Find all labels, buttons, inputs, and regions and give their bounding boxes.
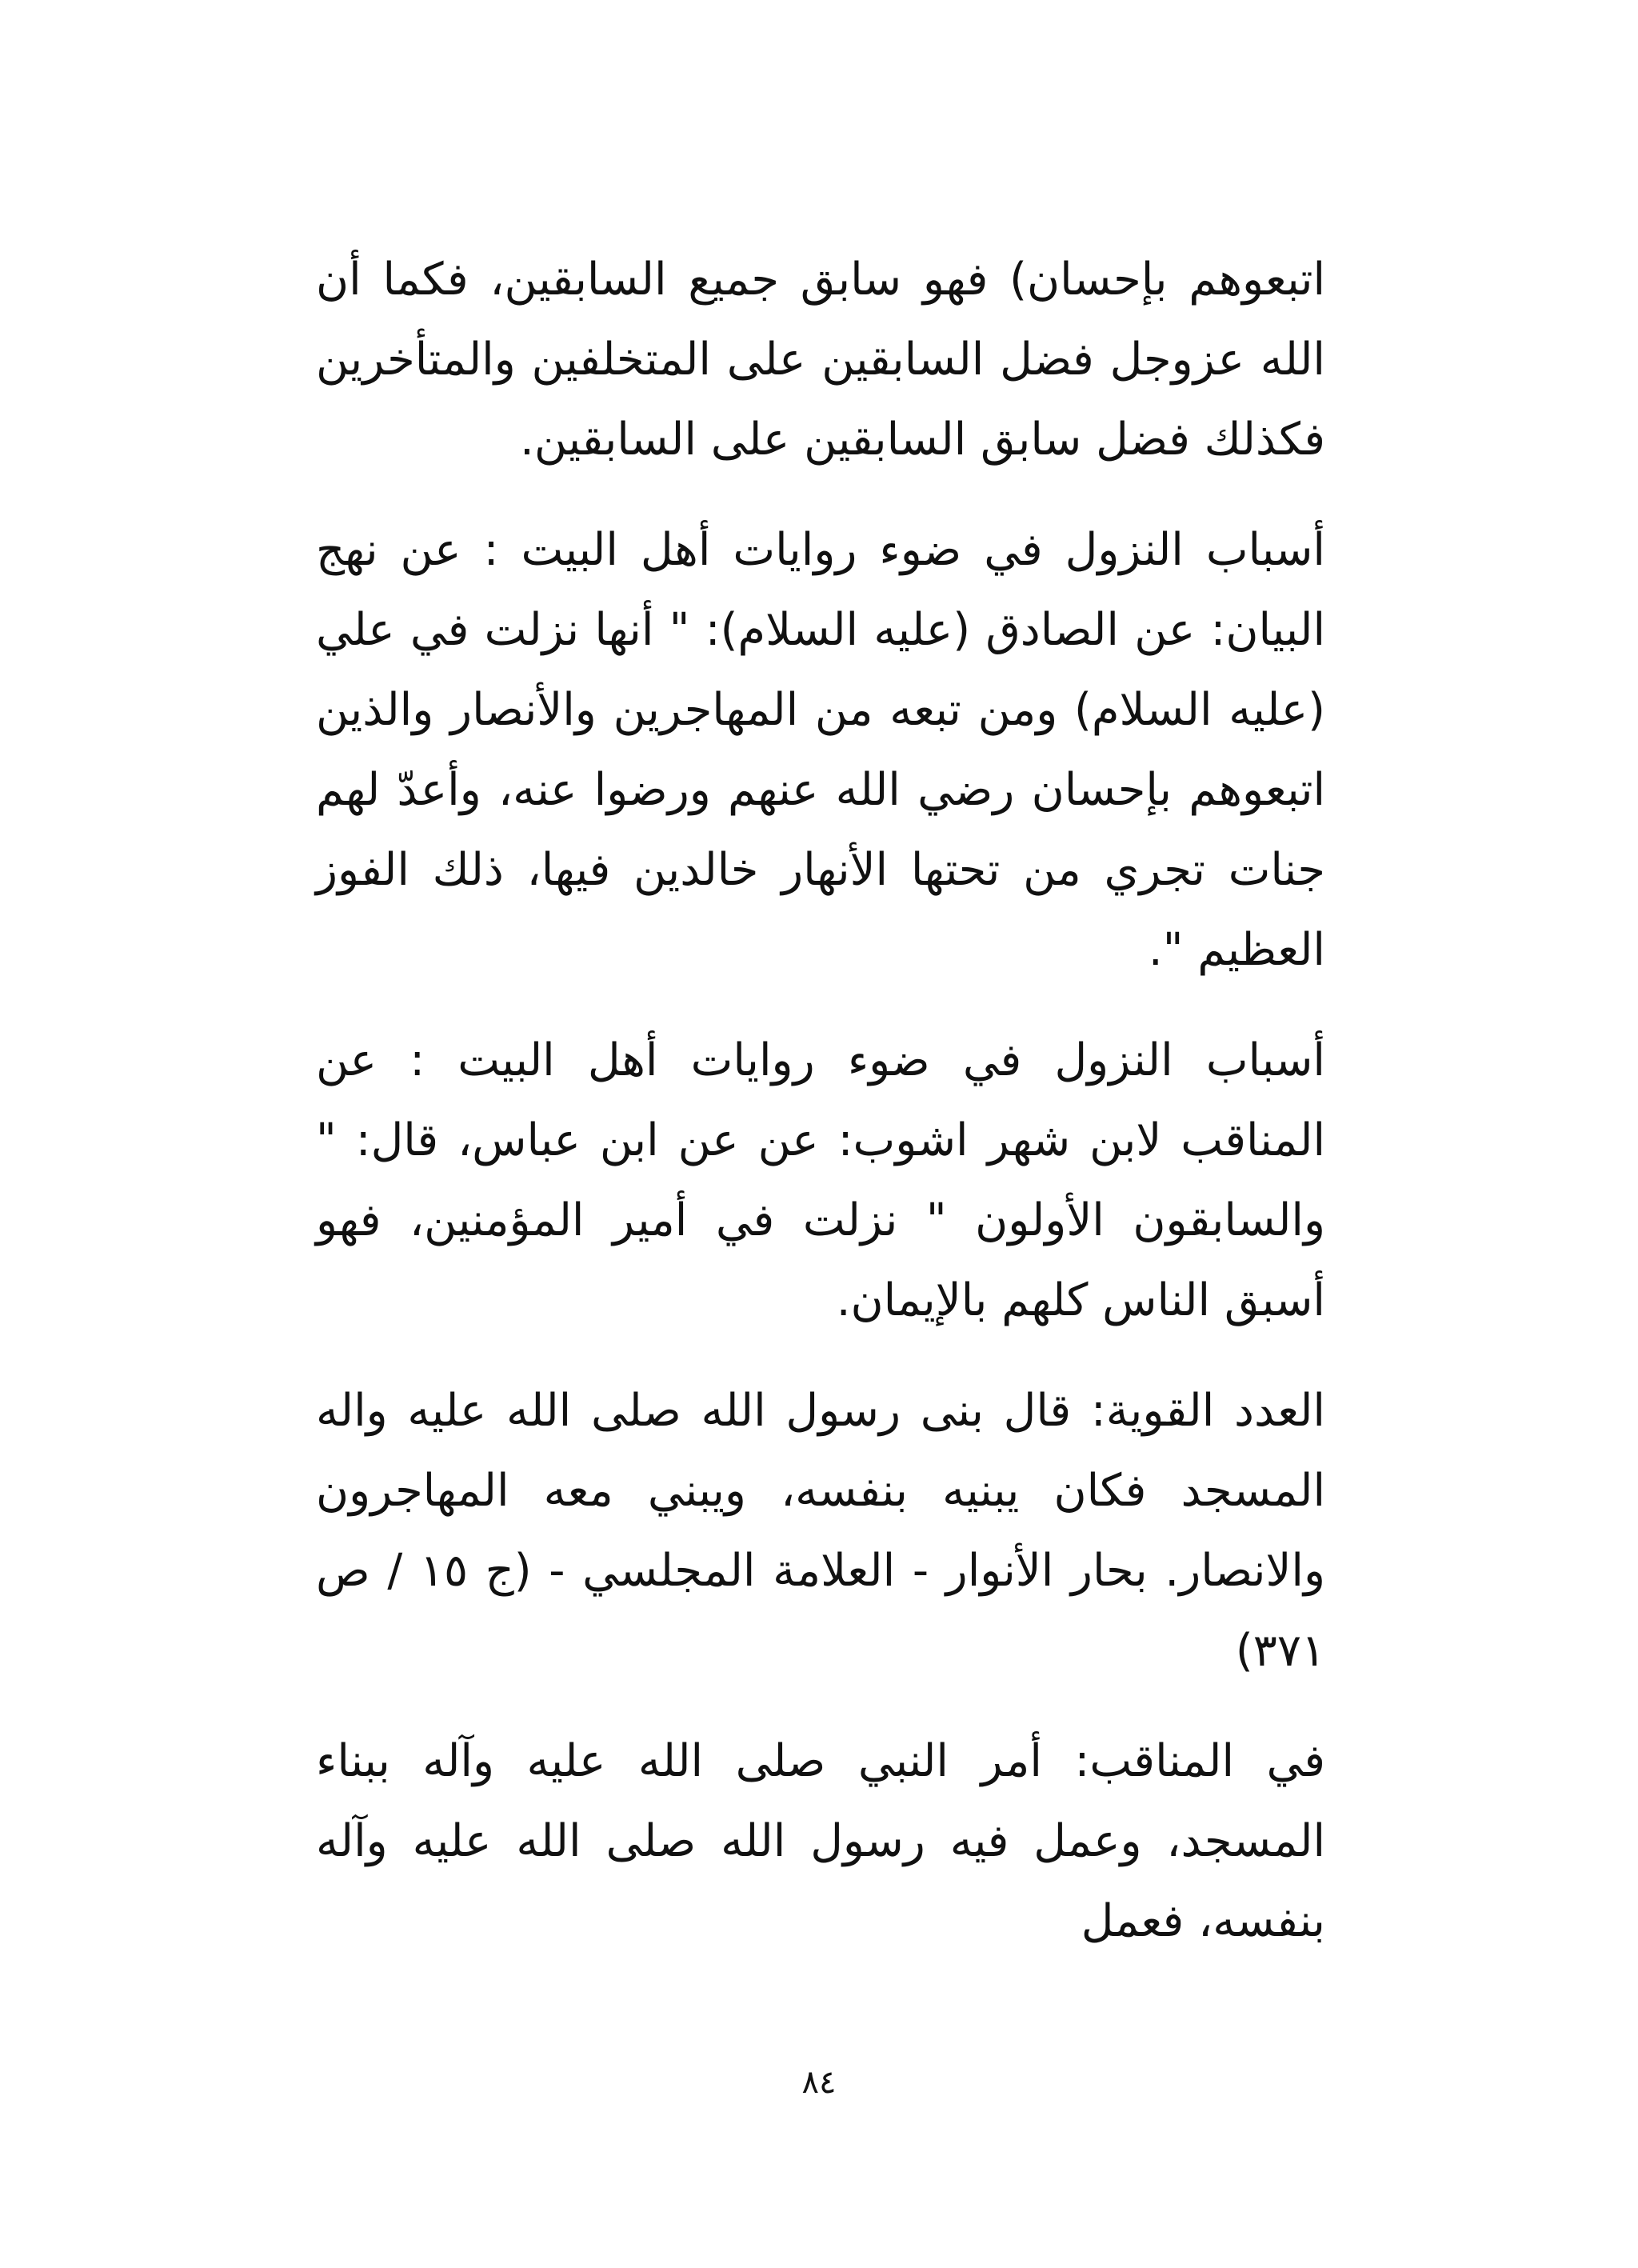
page-number: ٨٤: [801, 2064, 837, 2101]
paragraph-5: في المناقب: أمر النبي صلى الله عليه وآله ببناء المسجد، وعمل فيه رسول الله صلى الله عليه وآله بنفسه، فعمل: [316, 1735, 1325, 1947]
body-text: [316, 240, 1325, 1992]
paragraph-2: أسباب النزول في ضوء روايات أهل البيت : عن نهج البيان: عن الصادق (عليه السلام): " أنها نزلت في علي (عليه السلام) ومن تبعه من المهاجرين والأنصار والذين اتبعوهم بإحسان رضي الله عنهم ورضوا عنه، وأعدّ لهم جنات تجري من تحتها الأنهار خالدين فيها، ذلك الفوز العظيم ".: [316, 524, 1325, 976]
paragraph-4: العدد القوية: قال بنى رسول الله صلى الله عليه واله المسجد فكان يبنيه بنفسه، ويبني معه المهاجرون والانصار. بحار الأنوار - العلامة المجلسي - (ج ١٥ / ص ٣٧١): [316, 1385, 1326, 1677]
paragraph-1: اتبعوهم بإحسان) فهو سابق جميع السابقين، فكما أن الله عزوجل فضل السابقين على المتخلفين والمتأخرين فكذلك فضل سابق السابقين على السابقين.: [316, 254, 1325, 466]
paragraph-3: أسباب النزول في ضوء روايات أهل البيت : عن المناقب لابن شهر اشوب: عن عن ابن عباس، قال: " والسابقون الأولون " نزلت في أمير المؤمنين، فهو أسبق الناس كلهم بالإيمان.: [316, 1034, 1325, 1326]
